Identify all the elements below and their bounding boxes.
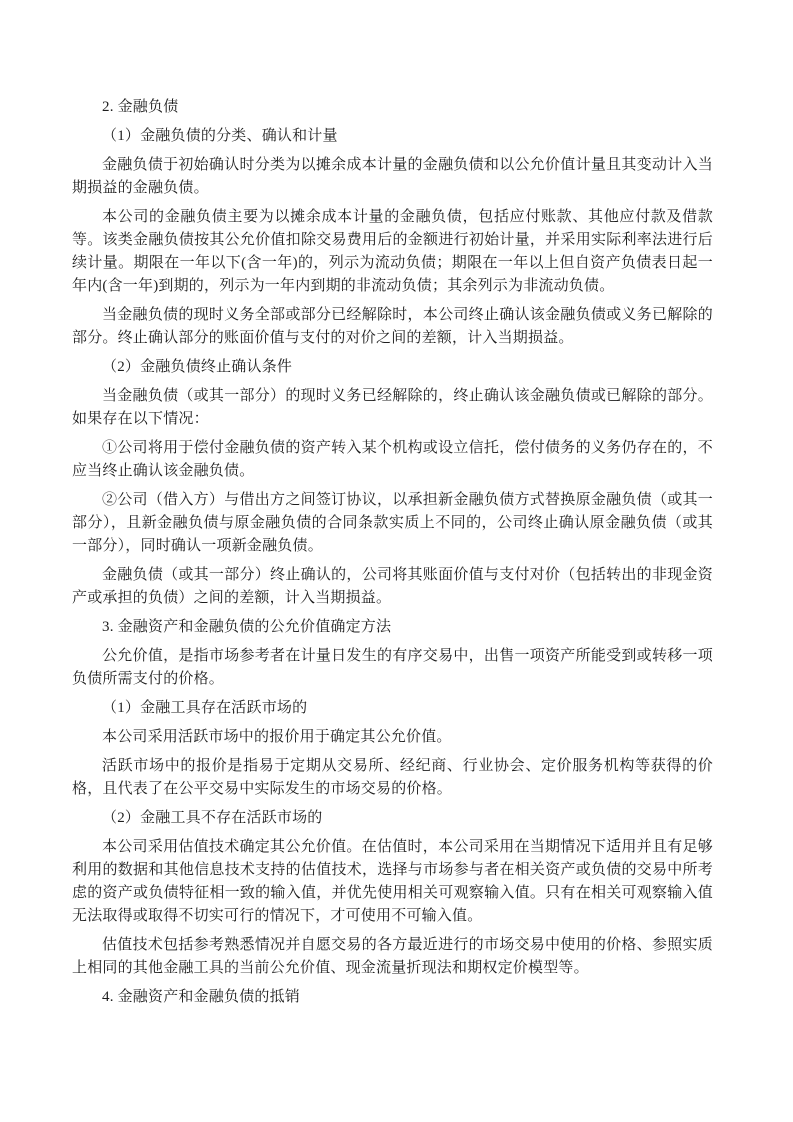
paragraph: 金融负债于初始确认时分类为以摊余成本计量的金融负债和以公允价值计量且其变动计入当期损益的金融负债。 bbox=[72, 157, 713, 196]
section-heading: 2. 金融负债 bbox=[102, 99, 179, 115]
section-heading: （1）金融负债的分类、确认和计量 bbox=[102, 128, 338, 144]
section-heading: 4. 金融资产和金融负债的抵销 bbox=[102, 989, 301, 1005]
section-heading: 3. 金融资产和金融负债的公允价值确定方法 bbox=[102, 619, 392, 635]
paragraph: 本公司采用估值技术确定其公允价值。在估值时，本公司采用在当期情况下适用并且有足够利用的数据和其他信息技术支持的估值技术，选择与市场参与者在相关资产或负债的交易中所考虑的资产或负债特征相一致的输入值，并优先使用相关可观察输入值。只有在相关可观察输入值无法取得或取得不切实可行的情况下，才可使用不可输入值。 bbox=[72, 839, 713, 924]
section-heading: （1）金融工具存在活跃市场的 bbox=[102, 700, 308, 716]
paragraph: 活跃市场中的报价是指易于定期从交易所、经纪商、行业协会、定价服务机构等获得的价格，且代表了在公平交易中实际发生的市场交易的价格。 bbox=[72, 758, 713, 797]
paragraph: 本公司采用活跃市场中的报价用于确定其公允价值。 bbox=[102, 729, 452, 745]
paragraph: ②公司（借入方）与借出方之间签订协议，以承担新金融负债方式替换原金融负债（或其一部分），且新金融负债与原金融负债的合同条款实质上不同的，公司终止确认原金融负债（或其一部分），同时确认一项新金融负债。 bbox=[72, 492, 713, 554]
paragraph: 公允价值，是指市场参考者在计量日发生的有序交易中，出售一项资产所能受到或转移一项负债所需支付的价格。 bbox=[72, 648, 713, 687]
paragraph: ①公司将用于偿付金融负债的资产转入某个机构或设立信托，偿付债务的义务仍存在的，不应当终止确认该金融负债。 bbox=[72, 440, 713, 479]
paragraph: 金融负债（或其一部分）终止确认的，公司将其账面价值与支付对价（包括转出的非现金资产或承担的负债）之间的差额，计入当期损益。 bbox=[72, 567, 713, 606]
section-heading: （2）金融工具不存在活跃市场的 bbox=[102, 810, 323, 826]
paragraph: 本公司的金融负债主要为以摊余成本计量的金融负债，包括应付账款、其他应付款及借款等。该类金融负债按其公允价值扣除交易费用后的金额进行初始计量，并采用实际利率法进行后续计量。期限在一年以下(含一年)的，列示为流动负债；期限在一年以上但自资产负债表日起一年内(含一年)到期的，列示为一年内到期的非流动负债；其余列示为非流动负债。 bbox=[72, 209, 713, 294]
paragraph: 估值技术包括参考熟悉情况并自愿交易的各方最近进行的市场交易中使用的价格、参照实质上相同的其他金融工具的当前公允价值、现金流量折现法和期权定价模型等。 bbox=[72, 937, 713, 976]
section-heading: （2）金融负债终止确认条件 bbox=[102, 359, 293, 375]
paragraph: 当金融负债（或其一部分）的现时义务已经解除的，终止确认该金融负债或已解除的部分。如果存在以下情况： bbox=[72, 388, 713, 427]
document-content bbox=[72, 96, 713, 1009]
paragraph: 当金融负债的现时义务全部或部分已经解除时，本公司终止确认该金融负债或义务已解除的部分。终止确认部分的账面价值与支付的对价之间的差额，计入当期损益。 bbox=[72, 307, 713, 346]
